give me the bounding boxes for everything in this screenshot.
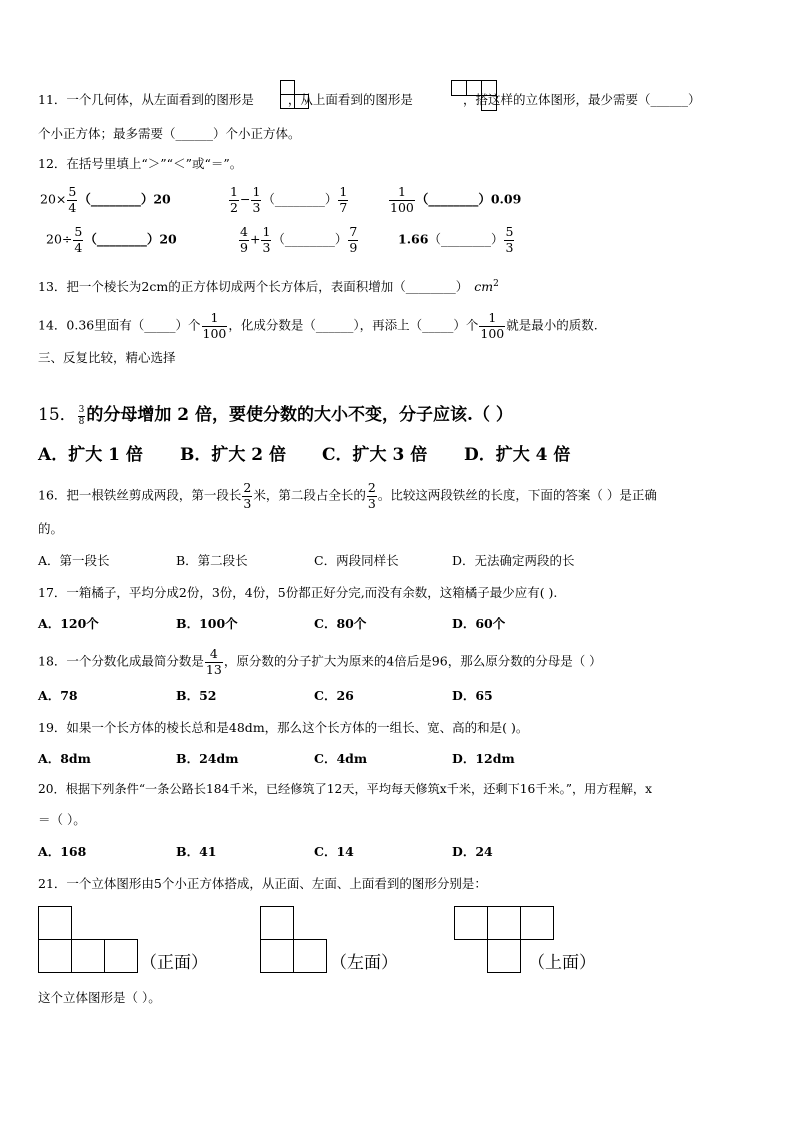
- q17-text: 17．一箱橘子，平均分成2份，3份，4份，5份都正好分完,而没有余数，这箱橘子最少应有( ).: [38, 585, 558, 600]
- q11-text-c: ，搭这样的立体图形，最少需要（______）: [462, 92, 701, 107]
- fraction: $\frac{1}{7}$: [339, 184, 348, 215]
- q16-option-c: C．两段同样长: [314, 553, 399, 568]
- q12-row2-expr2: $\frac{4}{9}$ + $\frac{1}{3}$ （________） $\frac{7}{9}$: [240, 224, 358, 255]
- q16-line1: [38, 482, 657, 510]
- q12-row2-expr1: [46, 226, 177, 254]
- q20-line2: ＝（ ）。: [38, 812, 86, 827]
- fraction: $\frac{1}{3}$: [262, 224, 271, 255]
- q15-text: 的分母增加 2 倍，要使分数的大小不变，分子应该.（ ）: [86, 405, 513, 425]
- q14-text-b: ，化成分数是（______），再添上（_____）个: [228, 317, 479, 333]
- q11-line2: 个小正方体；最多需要（______）个小正方体。: [38, 126, 301, 141]
- q18-line: [38, 648, 602, 676]
- q21-label-left: （左面）: [330, 953, 398, 973]
- q15-option-d: D．扩大 4 倍: [464, 445, 571, 465]
- q12-row1-expr2: $\frac{1}{2}$ − $\frac{1}{3}$ （________） $\frac{1}{7}$: [230, 184, 348, 215]
- q16-line2: 的。: [38, 521, 64, 536]
- fraction: $\frac{1}{3}$: [252, 184, 261, 215]
- fraction: $\frac{1}{100}$: [480, 310, 505, 341]
- q15-option-a: A．扩大 1 倍: [38, 445, 143, 465]
- q21-label-top: （上面）: [528, 953, 596, 973]
- q13-text: 13．把一个棱长为2cm的正方体切成两个长方体后，表面积增加（________）: [38, 279, 469, 294]
- fraction: $\frac{7}{9}$: [349, 224, 358, 255]
- q21-left-view-figure: [260, 906, 328, 972]
- q16-text-b: 米，第二段占全长的: [253, 487, 366, 503]
- q20-option-c: C．14: [314, 844, 354, 859]
- q18-text-b: ，原分数的分子扩大为原来的4倍后是96，那么原分数的分母是（ ）: [223, 653, 602, 669]
- q17-option-b: B．100个: [176, 616, 238, 631]
- q19-option-d: D．12dm: [452, 751, 515, 766]
- q12-r1-e1-right: （________）20: [78, 191, 171, 207]
- q15-option-b: B．扩大 2 倍: [180, 445, 287, 465]
- q14-text-c: 就是最小的质数.: [506, 317, 598, 333]
- q18-option-c: C．26: [314, 688, 354, 703]
- q16-text-a: 16．把一根铁丝剪成两段，第一段长: [38, 487, 242, 503]
- fraction: $\frac{5}{4}$: [74, 224, 83, 255]
- q21-text: 21．一个立体图形由5个小正方体搭成，从正面、左面、上面看到的图形分别是：: [38, 876, 487, 891]
- q19-option-a: A．8dm: [38, 751, 91, 766]
- q13-unit-sup: 2: [493, 278, 499, 289]
- q18-option-b: B．52: [176, 688, 217, 703]
- q11-top-view-figure: [451, 80, 499, 112]
- fraction: $\frac{4}{13}$: [205, 646, 222, 677]
- q20-text: 20．根据下列条件“一条公路长184千米，已经修筑了12天，平均每天修筑x千米，还剩下16千米。”，用方程解，x: [38, 782, 652, 796]
- section3-heading: 三、反复比较，精心选择: [38, 350, 176, 365]
- q15-number: 15．: [38, 405, 77, 425]
- q12-row2-expr3: 1.66（________） $\frac{5}{3}$: [398, 224, 514, 255]
- fraction: $\frac{1}{100}$: [390, 184, 414, 215]
- q16-text-c: 。比较这两段铁丝的长度，下面的答案（ ）是正确: [377, 487, 657, 503]
- q15-option-c: C．扩大 3 倍: [322, 445, 428, 465]
- fraction: $\frac{2}{3}$: [367, 480, 376, 511]
- q20-option-b: B．41: [176, 844, 217, 859]
- q14-line: [38, 312, 598, 340]
- fraction: $\frac{1}{2}$: [230, 184, 238, 215]
- q16-option-a: A．第一段长: [38, 553, 110, 568]
- fraction: $\frac{4}{9}$: [240, 224, 248, 255]
- q14-text-a: 14．0.36里面有（_____）个: [38, 317, 201, 333]
- q17-option-d: D．60个: [452, 616, 506, 631]
- q11-left-view-figure: [280, 80, 310, 110]
- q13-unit: cm: [474, 279, 494, 294]
- q20-option-d: D．24: [452, 844, 493, 859]
- fraction: $\frac{5}{3}$: [505, 224, 514, 255]
- q11-line1: [38, 90, 700, 108]
- fraction: $\frac{5}{4}$: [68, 184, 77, 215]
- q16-option-b: B．第二段长: [176, 553, 248, 568]
- q13-line: [38, 277, 499, 295]
- q15-line: [38, 400, 513, 427]
- q17-option-c: C．80个: [314, 616, 367, 631]
- q18-text-a: 18．一个分数化成最简分数是: [38, 653, 204, 669]
- q12-row1-expr1: [40, 186, 171, 214]
- fraction: $\frac{3}{8}$: [78, 405, 85, 427]
- q19-option-c: C．4dm: [314, 751, 368, 766]
- q20-option-a: A．168: [38, 844, 87, 859]
- q19-text: 19．如果一个长方体的棱长总和是48dm，那么这个长方体的一组长、宽、高的和是( )。: [38, 720, 529, 735]
- q18-option-a: A．78: [38, 688, 78, 703]
- q16-option-d: D．无法确定两段的长: [452, 553, 575, 568]
- q21-label-front: （正面）: [140, 953, 208, 973]
- q12-r2-e1-right: （________）20: [84, 231, 177, 247]
- q12-title: 12．在括号里填上“＞”“＜”或“＝”。: [38, 156, 243, 171]
- q11-text-a: 11．一个几何体，从左面看到的图形是: [38, 92, 254, 107]
- q19-option-b: B．24dm: [176, 751, 239, 766]
- q21-front-view-figure: [38, 906, 138, 972]
- fraction: $\frac{1}{100}$: [202, 310, 227, 341]
- q12-r2-e1-left: 20÷: [46, 231, 73, 247]
- q12-row1-expr3: $\frac{1}{100}$ （________）0.09: [390, 184, 522, 215]
- fraction: $\frac{2}{3}$: [243, 480, 252, 511]
- q17-option-a: A．120个: [38, 616, 99, 631]
- q18-option-d: D．65: [452, 688, 493, 703]
- q11-text-b: ，从上面看到的图形是: [287, 92, 413, 107]
- q21-tail: 这个立体图形是（ ）。: [38, 990, 161, 1005]
- q12-r1-e1-left: 20×: [40, 191, 67, 207]
